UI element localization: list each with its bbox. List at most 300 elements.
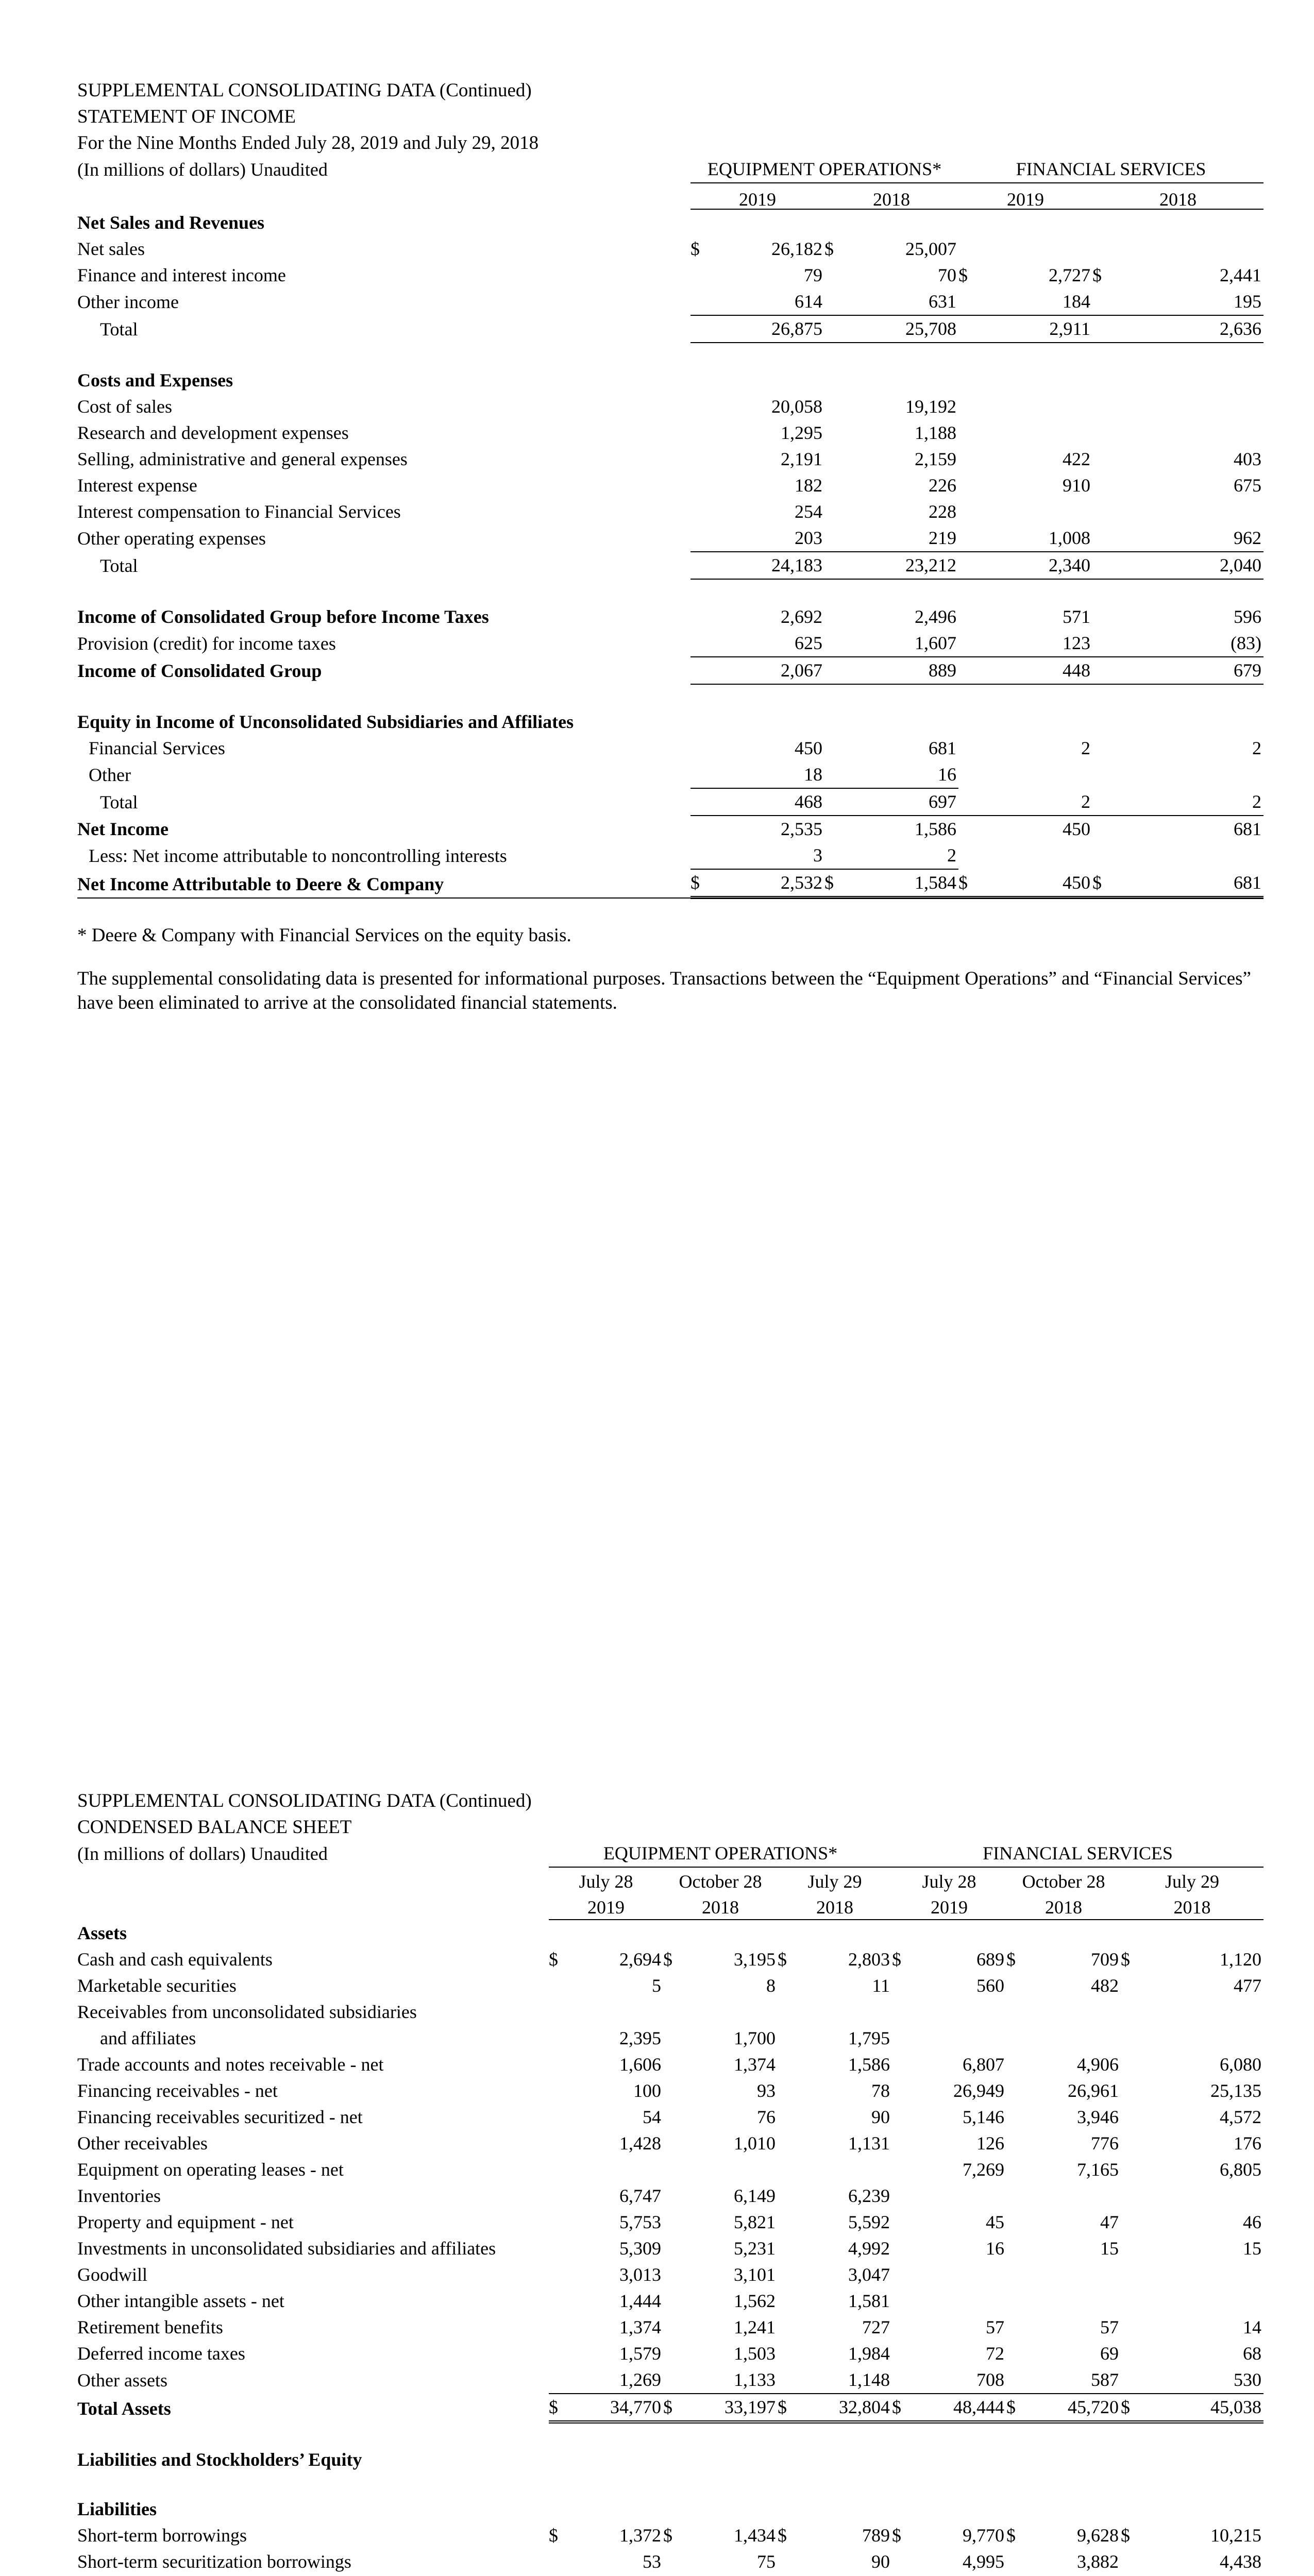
currency-symbol (1121, 2288, 1144, 2314)
currency-symbol (663, 2235, 687, 2262)
value-cell: 3,101 (734, 2264, 776, 2285)
currency-symbol (958, 604, 990, 630)
currency-symbol (778, 2288, 801, 2314)
value-cell: 6,805 (1220, 2159, 1262, 2180)
value-cell: 2 (1252, 738, 1262, 758)
currency-symbol: $ (778, 2394, 801, 2422)
currency-symbol (1121, 2341, 1144, 2367)
value-cell-empty (1030, 2025, 1121, 2052)
currency-symbol (690, 289, 722, 315)
currency-symbol: $ (1121, 2394, 1144, 2422)
value-cell: 4,438 (1220, 2551, 1262, 2572)
currency-symbol (824, 262, 856, 289)
value-cell: 962 (1124, 525, 1264, 552)
currency-symbol (824, 657, 856, 684)
currency-symbol: $ (549, 1949, 558, 1970)
currency-symbol: $ (663, 2394, 687, 2422)
value-cell: 1,010 (734, 2133, 776, 2154)
currency-symbol (778, 2104, 801, 2130)
value-cell: 23,212 (856, 552, 958, 579)
currency-symbol: $ (892, 2525, 902, 2546)
currency-symbol (1121, 2549, 1144, 2575)
currency-symbol: $ (1006, 2394, 1030, 2422)
row-label: Interest expense (77, 475, 197, 496)
currency-symbol (1006, 2025, 1030, 2052)
value-cell: 681 (1124, 869, 1264, 897)
balance-header-line-2: CONDENSED BALANCE SHEET (77, 1817, 352, 1838)
value-cell: 3,882 (1077, 2551, 1119, 2572)
value-cell: 20,058 (771, 396, 822, 417)
currency-symbol (690, 499, 722, 525)
spacer-cell (77, 579, 1264, 604)
value-cell: 32,804 (801, 2394, 892, 2422)
income-row-less-nci (77, 842, 1264, 869)
value-cell: 448 (990, 657, 1092, 684)
value-cell: 2,191 (781, 449, 822, 469)
row-label: Deferred income taxes (77, 2343, 245, 2364)
value-cell: 16 (856, 761, 958, 788)
balance-row-other-receivables (77, 2130, 1264, 2157)
value-cell: 9,770 (963, 2525, 1005, 2546)
currency-symbol (1006, 2209, 1030, 2235)
value-cell: 5,592 (848, 2212, 890, 2232)
currency-symbol (778, 1973, 801, 1999)
currency-symbol (1006, 2549, 1030, 2575)
currency-symbol (778, 2341, 801, 2367)
value-cell: 1,148 (801, 2367, 892, 2394)
spacer-cell (77, 343, 1264, 367)
income-column-header-row (77, 183, 1264, 209)
row-label: Property and equipment - net (77, 2212, 294, 2232)
currency-symbol (549, 2183, 572, 2209)
balance-row-liabilities (77, 2496, 1264, 2522)
row-label: Goodwill (77, 2264, 148, 2285)
income-row-net-income (77, 816, 1264, 842)
currency-symbol (958, 236, 990, 262)
row-label: Total Assets (77, 2398, 171, 2419)
value-cell: 5,146 (963, 2107, 1005, 2127)
currency-symbol (824, 630, 856, 657)
value-cell: 2,496 (915, 606, 957, 627)
row-label: Cost of sales (77, 396, 172, 417)
currency-symbol (892, 2288, 916, 2314)
row-label: Inventories (77, 2185, 161, 2206)
value-cell: 72 (986, 2343, 1005, 2364)
currency-symbol (958, 552, 990, 579)
row-label: Financial Services (89, 738, 225, 758)
value-cell-empty (990, 394, 1092, 420)
value-cell: 1,984 (848, 2343, 890, 2364)
column-header: July 29 (1165, 1871, 1220, 1892)
income-row-net-sales-and-revenues (77, 209, 1264, 236)
value-cell: 76 (757, 2107, 776, 2127)
currency-symbol (892, 2549, 916, 2575)
currency-symbol (690, 472, 722, 499)
balance-header-line-1: SUPPLEMENTAL CONSOLIDATING DATA (Continued) (77, 1790, 532, 1811)
currency-symbol (892, 2104, 916, 2130)
value-cell: 7,269 (963, 2159, 1005, 2180)
value-cell: 90 (871, 2551, 890, 2572)
value-cell: 45,720 (1030, 2394, 1121, 2422)
row-label: Marketable securities (77, 1975, 237, 1996)
currency-symbol (1121, 2183, 1144, 2209)
value-cell: 5,309 (619, 2238, 661, 2259)
value-cell: 1,795 (848, 2028, 890, 2048)
value-cell: 450 (1063, 819, 1091, 839)
value-cell: 2 (1124, 788, 1264, 816)
value-cell: 126 (976, 2133, 1005, 2154)
currency-symbol (690, 525, 722, 552)
value-cell: 571 (1063, 606, 1091, 627)
currency-symbol (690, 446, 722, 472)
value-cell: 176 (1234, 2133, 1262, 2154)
currency-symbol (778, 2157, 801, 2183)
currency-symbol (824, 315, 856, 343)
balance-row-intangibles (77, 2288, 1264, 2314)
currency-symbol (824, 735, 856, 761)
row-label: Other (89, 765, 131, 785)
value-cell: 57 (986, 2317, 1005, 2337)
income-note: The supplemental consolidating data is presented for informational purposes. Transactions between the “Equipment Operations” and “Financial Services” have been eliminated to arrive at the consolidated financial statements. (77, 968, 1251, 1013)
income-row-provision (77, 630, 1264, 657)
currency-symbol (1092, 525, 1124, 552)
income-row-sga (77, 446, 1264, 472)
currency-symbol (549, 2262, 572, 2288)
currency-symbol (892, 2341, 916, 2367)
value-cell: 14 (1243, 2317, 1262, 2337)
income-row-total-equity (77, 788, 1264, 816)
currency-symbol (663, 2209, 687, 2235)
column-header: 2019 (690, 183, 824, 209)
currency-symbol (892, 2314, 916, 2341)
income-row-net-income-deere (77, 869, 1264, 897)
value-cell: 560 (976, 1975, 1005, 1996)
value-cell-empty (1030, 2262, 1121, 2288)
income-row-total-costs (77, 552, 1264, 579)
currency-symbol (690, 394, 722, 420)
column-header: July 28 (579, 1871, 633, 1892)
balance-row-goodwill (77, 2262, 1264, 2288)
value-cell: 226 (929, 475, 957, 496)
balance-row-short-term (77, 2522, 1264, 2549)
currency-symbol (958, 657, 990, 684)
value-cell: 1,269 (572, 2367, 663, 2394)
value-cell: 1,374 (734, 2054, 776, 2075)
currency-symbol (958, 630, 990, 657)
currency-symbol (1121, 2130, 1144, 2157)
currency-symbol (549, 2209, 572, 2235)
value-cell: 1,607 (856, 630, 958, 657)
currency-symbol (690, 761, 722, 788)
currency-symbol (892, 2157, 916, 2183)
section-heading: Assets (77, 1923, 127, 1943)
row-label: Trade accounts and notes receivable - net (77, 2054, 384, 2075)
value-cell-empty (1124, 842, 1264, 869)
currency-symbol (1092, 420, 1124, 446)
currency-symbol (549, 2235, 572, 2262)
value-cell: 1,444 (619, 2291, 661, 2311)
row-label: Total (100, 319, 138, 340)
currency-symbol (663, 2078, 687, 2104)
group-header-financial: FINANCIAL SERVICES (892, 1840, 1264, 1867)
value-cell: 1,241 (734, 2317, 776, 2337)
value-cell: 4,992 (848, 2238, 890, 2259)
currency-symbol (690, 788, 722, 816)
currency-symbol (958, 842, 990, 869)
value-cell: 26,875 (722, 315, 824, 343)
value-cell: 450 (990, 869, 1092, 897)
value-cell: 631 (856, 289, 958, 315)
currency-symbol (958, 735, 990, 761)
value-cell: 2,340 (990, 552, 1092, 579)
balance-row-other-assets (77, 2367, 1264, 2394)
row-label: Provision (credit) for income taxes (77, 633, 336, 654)
value-cell: 1,579 (619, 2343, 661, 2364)
value-cell: 5,753 (619, 2212, 661, 2232)
value-cell: 5 (652, 1975, 661, 1996)
balance-row-retirement-benefits (77, 2314, 1264, 2341)
currency-symbol (690, 420, 722, 446)
income-row-interest-expense (77, 472, 1264, 499)
income-row-financial-services (77, 735, 1264, 761)
value-cell: 79 (804, 265, 822, 285)
value-cell: 3,013 (619, 2264, 661, 2285)
currency-symbol (1121, 2367, 1144, 2394)
currency-symbol (1006, 2052, 1030, 2078)
value-cell: 4,906 (1077, 2054, 1119, 2075)
row-label: Short-term borrowings (77, 2525, 247, 2546)
currency-symbol (1092, 630, 1124, 657)
income-row-other-income (77, 289, 1264, 315)
value-cell: 53 (643, 2551, 661, 2572)
currency-symbol (1092, 816, 1124, 842)
currency-symbol (690, 630, 722, 657)
currency-symbol (1121, 2104, 1144, 2130)
value-cell: 2,532 (722, 869, 824, 897)
column-header: 2018 (824, 183, 958, 209)
row-label: Other receivables (77, 2133, 208, 2154)
value-cell: 1,428 (619, 2133, 661, 2154)
currency-symbol (824, 394, 856, 420)
balance-row-receivables-unconsol-1 (77, 1999, 1264, 2025)
currency-symbol (778, 2130, 801, 2157)
value-cell: 45,038 (1144, 2394, 1264, 2422)
value-cell: 482 (1091, 1975, 1119, 1996)
balance-row-liab-equity (77, 2447, 1264, 2473)
value-cell: 10,215 (1210, 2525, 1262, 2546)
value-cell: 69 (1100, 2343, 1119, 2364)
value-cell: 587 (1030, 2367, 1121, 2394)
column-header: 2019 (549, 1893, 663, 1920)
currency-symbol (892, 2025, 916, 2052)
spacer-row (77, 2422, 1264, 2447)
value-cell: 1,374 (619, 2317, 661, 2337)
value-cell: 1,133 (687, 2367, 778, 2394)
currency-symbol (824, 761, 856, 788)
value-cell-empty (1124, 761, 1264, 788)
currency-symbol (1121, 2235, 1144, 2262)
income-statement-table (77, 156, 1264, 899)
value-cell: 254 (795, 501, 822, 522)
currency-symbol (824, 289, 856, 315)
value-cell: 2,911 (990, 315, 1092, 343)
value-cell: 8 (766, 1975, 776, 1996)
currency-symbol (1121, 2209, 1144, 2235)
currency-symbol (824, 420, 856, 446)
income-header-line-3: For the Nine Months Ended July 28, 2019 and July 29, 2018 (77, 132, 539, 154)
column-header: July 29 (807, 1871, 862, 1892)
currency-symbol (549, 2314, 572, 2341)
value-cell: 6,239 (848, 2185, 890, 2206)
row-label: Cash and cash equivalents (77, 1949, 273, 1970)
value-cell: 195 (1124, 289, 1264, 315)
currency-symbol (824, 446, 856, 472)
currency-symbol: $ (778, 1949, 787, 1970)
value-cell: 1,008 (990, 525, 1092, 552)
balance-row-deferred-taxes (77, 2341, 1264, 2367)
currency-symbol (958, 788, 990, 816)
value-cell: 25,135 (1210, 2080, 1262, 2101)
currency-symbol (549, 2130, 572, 2157)
row-label: Net Income Attributable to Deere & Company (77, 874, 444, 894)
currency-symbol (824, 816, 856, 842)
currency-symbol (1092, 735, 1124, 761)
currency-symbol (824, 472, 856, 499)
column-header: 2018 (778, 1893, 892, 1920)
balance-row-inventories (77, 2183, 1264, 2209)
value-cell: 1,503 (734, 2343, 776, 2364)
value-cell: 90 (871, 2107, 890, 2127)
income-row-interest-comp (77, 499, 1264, 525)
row-label: Net Income (77, 819, 169, 839)
spacer-cell (77, 2473, 1264, 2496)
value-cell: 6,747 (619, 2185, 661, 2206)
currency-symbol (778, 2262, 801, 2288)
currency-symbol: $ (690, 239, 700, 259)
value-cell: 93 (757, 2080, 776, 2101)
currency-symbol (549, 2367, 572, 2394)
value-cell: 889 (856, 657, 958, 684)
value-cell: 2,159 (915, 449, 957, 469)
balance-row-receivables-unconsol-2 (77, 2025, 1264, 2052)
row-label: Interest compensation to Financial Services (77, 501, 401, 522)
currency-symbol: $ (1092, 265, 1102, 285)
currency-symbol (549, 2104, 572, 2130)
income-group-header-row (77, 156, 1264, 183)
currency-symbol (1006, 2367, 1030, 2394)
row-label: Net sales (77, 239, 145, 259)
value-cell-empty (1030, 2288, 1121, 2314)
value-cell: 1,586 (848, 2054, 890, 2075)
balance-group-header-row (77, 1840, 1264, 1867)
currency-symbol: $ (958, 265, 968, 285)
income-row-net-sales (77, 236, 1264, 262)
value-cell: 46 (1243, 2212, 1262, 2232)
value-cell: 4,572 (1220, 2107, 1262, 2127)
currency-symbol: $ (663, 2525, 672, 2546)
row-label: Equipment on operating leases - net (77, 2159, 344, 2180)
value-cell: 26,949 (953, 2080, 1005, 2101)
currency-symbol: $ (892, 2394, 916, 2422)
currency-symbol: $ (690, 869, 722, 897)
balance-units-label: (In millions of dollars) Unaudited (77, 1843, 328, 1864)
currency-symbol (663, 2183, 687, 2209)
income-row-other-operating (77, 525, 1264, 552)
column-header: 2018 (663, 1893, 778, 1920)
currency-symbol: $ (824, 239, 834, 259)
currency-symbol (663, 2262, 687, 2288)
column-header: 2019 (892, 1893, 1006, 1920)
currency-symbol (824, 604, 856, 630)
currency-symbol (958, 315, 990, 343)
balance-row-financing-receivables (77, 2078, 1264, 2104)
column-header: October 28 (1022, 1871, 1105, 1892)
value-cell: 2,067 (722, 657, 824, 684)
balance-row-financing-securitized (77, 2104, 1264, 2130)
balance-row-assets (77, 1920, 1264, 1946)
group-header-financial: FINANCIAL SERVICES (958, 156, 1264, 183)
currency-symbol (778, 2052, 801, 2078)
balance-sheet-table (77, 1840, 1264, 2576)
currency-symbol (958, 816, 990, 842)
row-label: Income of Consolidated Group (77, 660, 322, 681)
value-cell: 614 (722, 289, 824, 315)
currency-symbol: $ (1092, 869, 1124, 897)
currency-symbol (892, 2183, 916, 2209)
value-cell: 468 (722, 788, 824, 816)
value-cell: 47 (1100, 2212, 1119, 2232)
balance-row-ppe (77, 2209, 1264, 2235)
value-cell: 11 (872, 1975, 890, 1996)
value-cell: 70 (938, 265, 957, 285)
row-label: Receivables from unconsolidated subsidiaries (77, 2002, 417, 2022)
value-cell-empty (1124, 420, 1264, 446)
value-cell: 1,131 (848, 2133, 890, 2154)
row-label: Financing receivables securitized - net (77, 2107, 363, 2127)
currency-symbol (663, 2130, 687, 2157)
currency-symbol (1092, 499, 1124, 525)
currency-symbol (778, 2078, 801, 2104)
currency-symbol (1121, 2262, 1144, 2288)
currency-symbol (663, 2025, 687, 2052)
row-label: Finance and interest income (77, 265, 286, 285)
income-statement (77, 156, 1264, 899)
value-cell: 3,195 (734, 1949, 776, 1970)
currency-symbol (1006, 2341, 1030, 2367)
row-label: Less: Net income attributable to noncontrolling interests (89, 845, 507, 866)
balance-row-trade-receivables (77, 2052, 1264, 2078)
currency-symbol (778, 2209, 801, 2235)
value-cell: 2,535 (781, 819, 822, 839)
row-label: Other intangible assets - net (77, 2291, 284, 2311)
currency-symbol: $ (1121, 1949, 1131, 1970)
income-bottom-rule (77, 897, 1264, 899)
income-row-total-revenues (77, 315, 1264, 343)
currency-symbol (1092, 315, 1124, 343)
value-cell: 727 (862, 2317, 890, 2337)
section-heading: Costs and Expenses (77, 370, 233, 391)
value-cell-empty (916, 2262, 1006, 2288)
currency-symbol (663, 1973, 687, 1999)
value-cell: 15 (1100, 2238, 1119, 2259)
currency-symbol (824, 788, 856, 816)
value-cell-empty (1144, 2183, 1264, 2209)
value-cell: 2,395 (619, 2028, 661, 2048)
value-cell: 2 (990, 788, 1092, 816)
currency-symbol (1121, 2025, 1144, 2052)
column-header: July 28 (922, 1871, 976, 1892)
income-statement-header (77, 77, 1264, 156)
